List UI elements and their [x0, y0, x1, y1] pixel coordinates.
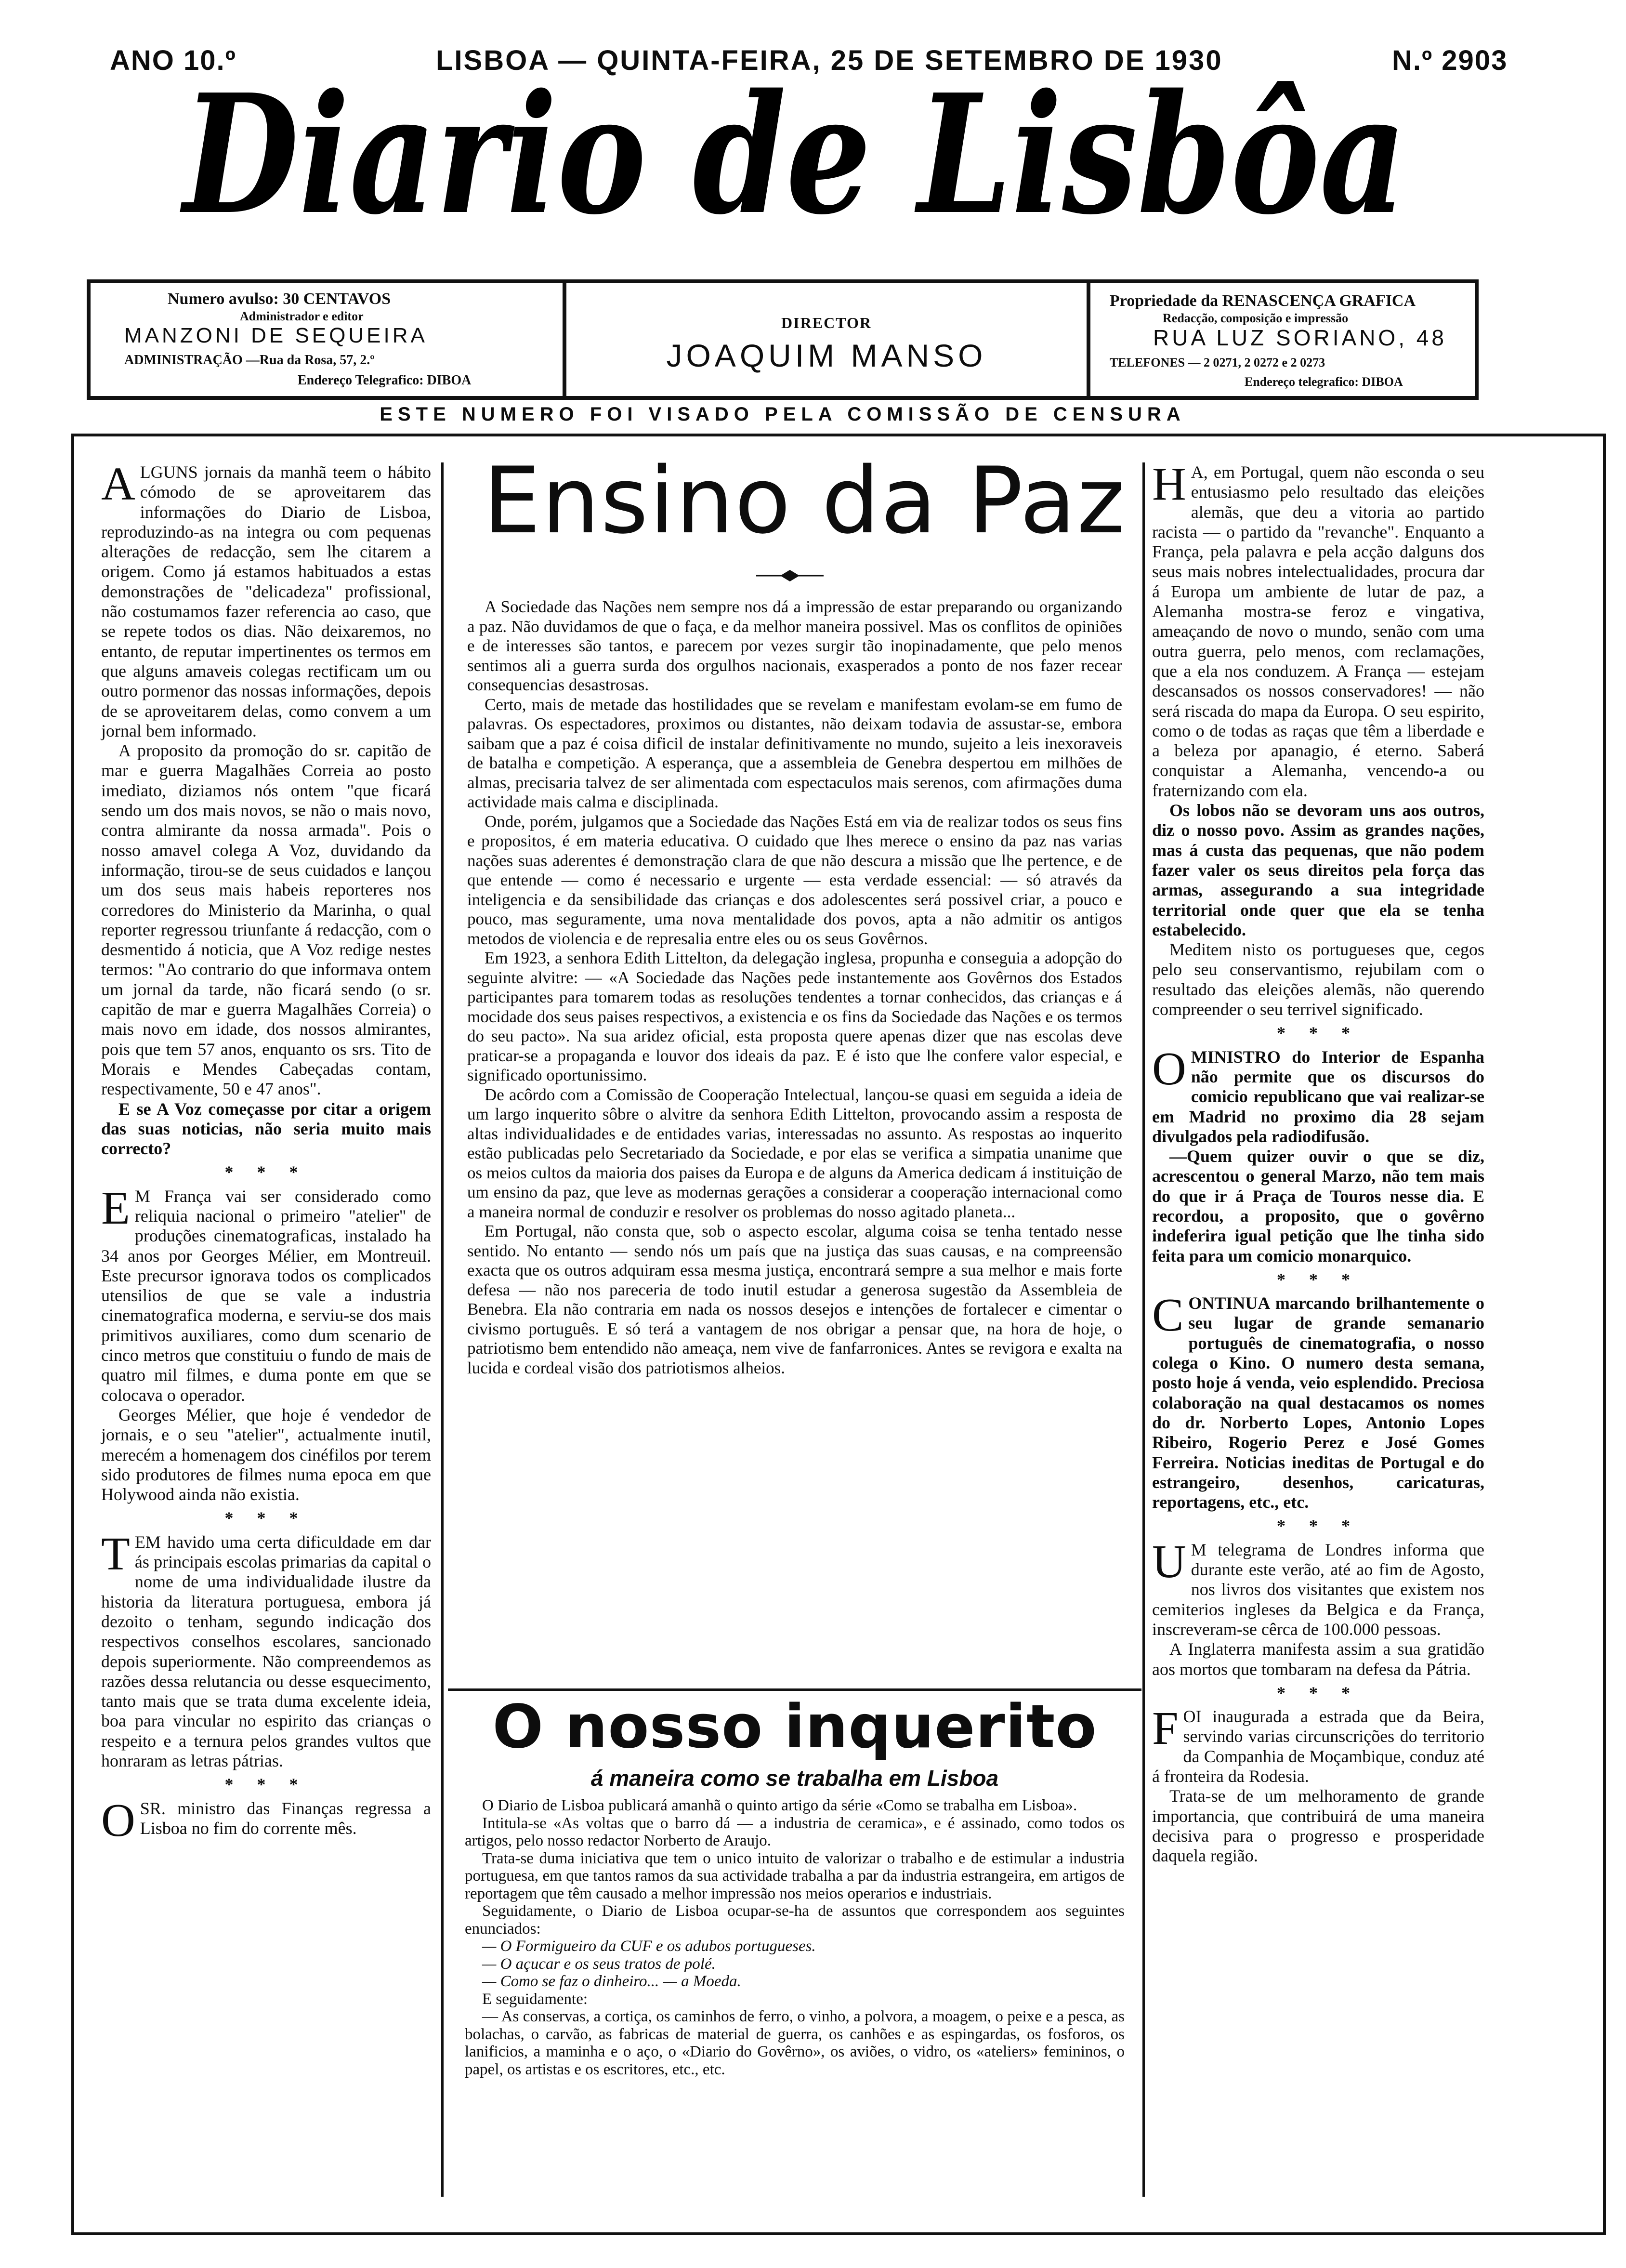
property-owner: Propriedade da RENASCENÇA GRAFICA — [1110, 292, 1416, 310]
article-paragraph: Certo, mais de metade das hostilidades que se revelam e manifestam evolam-se em fumo de palavras. Os espectadores, proximos ou distantes, não deixam todavia de assustar-se, embora saibam que a paz é coisa dificil de instalar definitivamente no mundo, sujeito a leis inexoraveis de batalha e competição. A esperança, que a assembleia de Genebra despertou em milhões de almas, precisaria talvez de ser alimentada com espectaculos mais serenos, com afirmações duma actividade mais calma e disciplinada. — [467, 695, 1122, 811]
info-box — [87, 279, 1479, 400]
director-label: DIRECTOR — [781, 314, 872, 331]
box-divider — [1087, 283, 1090, 396]
inquerito-subtitle: á maneira como se trabalha em Lisboa — [590, 1766, 999, 1791]
admin-cell — [91, 283, 563, 396]
censorship-notice: ESTE NUMERO FOI VISADO PELA COMISSÃO DE CENSURA — [380, 404, 1186, 425]
drop-cap: H — [1152, 458, 1186, 510]
section-rule — [448, 1688, 1141, 1691]
right-column — [1152, 458, 1484, 1866]
inquerito-title: O nosso inquerito — [492, 1692, 1097, 1762]
masthead-logo — [178, 72, 1411, 246]
property-cell — [1090, 283, 1476, 396]
editorial-address: RUA LUZ SORIANO, 48 — [1153, 325, 1447, 350]
drop-cap: C — [1152, 1289, 1184, 1342]
director-name: JOAQUIM MANSO — [666, 338, 987, 373]
article-paragraph: A proposito da promoção do sr. capitão de mar e guerra Magalhães Correia ao posto imediato, diziamos nós ontem "que ficará sendo um dos mais novos, se não o mais novo, contra almirante da nossa armada". Pois o nosso amavel colega A Voz, duvidando da informação, tirou-se de seus cuidados e lançou um dos seus mais habeis reporteres nos corredores do Ministerio da Marinha, o qual reporter regressou triunfante á redacção, com o desmentido á noticia, que A Voz redige nestes termos: "Ao contrario do que informava ontem um jornal da tarde, não ficará sendo (o sr. capitão de mar e guerra Magalhães Correia) o mais novo em idade, dos nossos almirantes, pois que tem 57 anos, enquanto os srs. Tito de Morais e Mendes Cabeçadas contam, respectivamente, 50 e 47 anos". — [101, 741, 431, 1099]
dateline: LISBOA — QUINTA-FEIRA, 25 DE SETEMBRO DE 1930 — [436, 45, 1223, 76]
article-paragraph: ALGUNS jornais da manhã teem o hábito cómodo de se aproveitarem das informações do Diario de Lisboa, reproduzindo-as na integra ou com pequenas alterações de redacção, sem lhe citarem a origem. Como já estamos habituados a estas demonstrações de "delicadeza" profissional, não costumamos fazer referencia ao caso, que se repete todos os dias. Não deixaremos, no entanto, de reputar impertinentes os termos em que alguns amaveis colegas rectificam um ou outro pormenor das nossas informações, depois de se aproveitarem delas, como convem a um jornal bem informado. — [101, 458, 431, 740]
article-paragraph: — As conservas, a cortiça, os caminhos de ferro, o vinho, a polvora, a moagem, o peixe e a pesca, as bolachas, o carvão, as fabricas de material de guerra, os canhões e as espingardas, os fosforos, os lanificios, a maminha e o aço, o «Diario do Govêrno», os aviões, o vidro, os «ateliers» femininos, o papel, os artistas e os escritores, etc., etc. — [465, 2008, 1125, 2078]
admin-address: ADMINISTRAÇÃO —Rua da Rosa, 57, 2.º — [124, 353, 375, 368]
article-paragraph: Intitula-se «As voltas que o barro dá — a industria de ceramica», e é assinado, como todos os artigos, pelo nosso redactor Norberto de Araujo. — [465, 1814, 1125, 1849]
list-item: — Como se faz o dinheiro... — a Moeda. — [482, 1973, 741, 1990]
admin-editor-name: MANZONI DE SEQUEIRA — [124, 324, 428, 347]
article-paragraph: E seguidamente: — [482, 1990, 588, 2008]
admin-editor-label: Administrador e editor — [240, 309, 364, 323]
editorial-label: Redacção, composição e impressão — [1163, 311, 1349, 325]
director-cell — [566, 283, 1087, 396]
masthead-title: Diario de Lisbôa — [179, 72, 1407, 246]
drop-cap: O — [1152, 1042, 1186, 1095]
drop-cap: A — [101, 458, 135, 510]
drop-cap: T — [101, 1528, 130, 1580]
left-column — [101, 458, 431, 1846]
article-paragraph: Meditem nisto os portugueses que, cegos pelo seu conservantismo, rejubilam com o resultado das eleições alemãs, não querendo compreender o seu terrivel significado. — [1152, 940, 1484, 1019]
list-item: — O Formigueiro da CUF e os adubos portugueses. — [482, 1938, 816, 1955]
article-paragraph: OMINISTRO do Interior de Espanha não permite que os discursos do comicio republicano que vai realizar-se em Madrid no proximo dia 28 sejam divulgados pela radiodifusão. — [1152, 1042, 1484, 1146]
section-separator: * * * — [1277, 1023, 1360, 1043]
center-column — [467, 597, 1122, 1378]
drop-cap: E — [101, 1182, 130, 1234]
column-rule — [441, 462, 444, 2197]
article-paragraph: Georges Mélier, que hoje é vendedor de jornais, e o seu "atelier", actualmente inutil, merecém a homenagem dos cinéfilos por terem sido produtores de filmes numa epoca em que Holywood ainda não existia. — [101, 1405, 431, 1504]
article-paragraph: A Sociedade das Nações nem sempre nos dá a impressão de estar preparando ou organizando a paz. Não duvidamos de que o faça, e da melhor maneira possivel. Mas os conflitos de opiniões e de interesses são tantos, e parecem por vezes surgir tão inopinadamente, que pelo menos sentimos ali a guerra surda dos orgulhos nacionais, exasperados a ponto de nos fazer recear consequencias desastrosas. — [467, 597, 1122, 694]
article-paragraph: OSR. ministro das Finanças regressa a Lisboa no fim do corrente mês. — [101, 1794, 431, 1846]
article-paragraph: CONTINUA marcando brilhantemente o seu lugar de grande semanario português de cinematografia, o nosso colega o Kino. O numero desta semana, posto hoje á venda, veio esplendido. Preciosa colaboração na qual destacamos os nomes do dr. Norberto Lopes, Antonio Lopes Ribeiro, Rogerio Perez e José Gomes Ferreira. Noticias ineditas de Portugal e do estrangeiro, desenhos, caricaturas, reportagens, etc., etc. — [1152, 1289, 1484, 1512]
article-paragraph: —Quem quizer ouvir o que se diz, acrescentou o general Marzo, não tem mais do que ir á Praça de Touros nesse dia. E recordou, a proposito, que o govêrno indeferira igual petição que lhe tinha sido feita para um comicio monarquico. — [1152, 1147, 1484, 1266]
issue-year: ANO 10.º — [110, 45, 236, 76]
article-paragraph: Em Portugal, não consta que, sob o aspecto escolar, alguma coisa se tenha tentado nesse sentido. No entanto — sendo nós um país que na justiça das suas causas, e na compreensão exacta que os outros adquiram essa mesma justiça, encontrará sempre a sua melhor e mais forte defesa — não nos pareceria de todo inutil estudar a generosa sugestão da Assembleia de Benebra. Ela não contraria em nada os nossos desejos e intenções de fortalecer e cimentar o civismo português. E só terá a vantagem de nos obrigar a pensar que, na hora de hoje, o patriotismo bem entendido não ameaça, nem vive de fanfarronices. Antes se revigora e exalta na lucida e cordeal visão dos patriotismos alheios. — [467, 1222, 1122, 1377]
drop-cap: O — [101, 1794, 135, 1846]
article-paragraph: Trata-se duma iniciativa que tem o unico intuito de valorizar o trabalho e de estimular a industria portuguesa, em que tantos ramos da sua actividade trabalha a par da industria estrangeira, em artigos de reportagem que têm causado a melhor impressão nos meios operarios e industriais. — [465, 1849, 1125, 1902]
list-item: — O açucar e os seus tratos de polé. — [482, 1955, 716, 1973]
telegraphic-address: Endereço Telegrafico: DIBOA — [298, 373, 472, 388]
article-paragraph: De acôrdo com a Comissão de Cooperação Intelectual, lançou-se quasi em seguida a ideia de um largo inquerito sôbre o alvitre da senhora Edith Littelton, provocando assim a resposta de altas individualidades e de entidades varias, interessadas no assunto. As respostas ao inquerito estão publicadas pelo Secretariado da Sociedade, e por elas se verifica a simpatia unanime que os meios cultos da maioria dos paises da Europa e de alguns da America dedicam á instituição de um ensino da paz, que leve as modernas gerações a considerar a cooperação internacional como a maneira normal de conduzir e resolver os problemas do nosso agitado planeta... — [467, 1085, 1122, 1221]
telegraphic-address-right: Endereço telegrafico: DIBOA — [1245, 375, 1403, 389]
ornament-icon — [756, 566, 824, 585]
section-separator: * * * — [224, 1508, 308, 1528]
article-paragraph: O Diario de Lisboa publicará amanhã o quinto artigo da série «Como se trabalha em Lisboa». — [482, 1797, 1077, 1814]
section-separator: * * * — [1277, 1516, 1360, 1536]
article-paragraph: Trata-se de um melhoramento de grande importancia, que contribuirá de uma maneira decisiva para o progresso e prosperidade daquela região. — [1152, 1786, 1484, 1866]
section-separator: * * * — [1277, 1683, 1360, 1702]
issue-number: N.º 2903 — [1392, 45, 1508, 76]
article-paragraph: A Inglaterra manifesta assim a sua gratidão aos mortos que tombaram na defesa da Pátria. — [1152, 1639, 1484, 1679]
column-rule — [1142, 462, 1145, 2197]
article-paragraph: TEM havido uma certa dificuldade em dar ás principais escolas primarias da capital o nome de uma individualidade ilustre da historia da literatura portuguesa, embora já dezoito o tenham, segundo indicação dos respectivos conselhos escolares, sancionado depois superiormente. Não compreendemos as razões dessa relutancia ou desse esquecimento, tanto mais que se trata duma excelente ideia, boa para vincular no espirito das crianças o respeito e a ternura pelos grandes vultos que honraram as letras pátrias. — [101, 1528, 431, 1770]
article-paragraph: Os lobos não se devoram uns aos outros, diz o nosso povo. Assim as grandes nações, mas á custa das pequenas, que não podem fazer valer os seus direitos pela força das armas, assegurando a sua integridade territorial onde quer que ela se tenha estabelecido. — [1152, 801, 1484, 939]
price: Numero avulso: 30 CENTAVOS — [168, 290, 391, 308]
article-paragraph: E M França vai ser considerado como reliquia nacional o primeiro "atelier" de produções cinematograficas, instalado ha 34 anos por Georges Mélier, em Montreuil. Este precursor ignorava todos os complicados utensilios de que se vale a industria cinematografica moderna, e serviu-se dos mais primitivos auxiliares, como dum scenario de cinco metros que constituiu o fundo de mais de quatro mil filmes, e duma ponte em que se colocava o operador. — [101, 1182, 431, 1405]
article-paragraph: FOI inaugurada a estrada que da Beira, servindo varias circunscrições do territorio da Companhia de Moçambique, conduz até á fronteira da Rodesia. — [1152, 1702, 1484, 1786]
drop-cap: F — [1152, 1702, 1179, 1755]
section-separator: * * * — [224, 1162, 308, 1182]
telephones: TELEFONES — 2 0271, 2 0272 e 2 0273 — [1110, 356, 1325, 369]
article-paragraph: H A, em Portugal, quem não esconda o seu entusiasmo pelo resultado das eleições alemãs, que deu a vitoria ao partido racista — o partido da "revanche". Enquanto a França, pela palavra e pela acção dalguns dos seus mais nobres intelectualidades, procura dar á Europa um ambiente de lutar de paz, a Alemanha mostra-se feroz e vingativa, ameaçando de novo o mundo, senão com uma outra guerra, pelo menos, com reclamações, que a ela nos conduzem. A França — estejam descansados os nossos conservadores! — não será riscada do mapa da Europa. O seu espirito, como o de todas as raças que têm a liberdade e a beleza por apanagio, é eterno. Saberá conquistar a Alemanha, vencendo-a ou fraternizando com ela. — [1152, 458, 1484, 800]
section-separator: * * * — [224, 1775, 308, 1794]
inquerito-body — [465, 1797, 1125, 2078]
drop-cap: U — [1152, 1535, 1186, 1588]
article-paragraph: Seguidamente, o Diario de Lisboa ocupar-se-ha de assuntos que correspondem aos seguintes enunciados: — [465, 1902, 1125, 1938]
article-paragraph: Em 1923, a senhora Edith Littelton, da delegação inglesa, propunha e conseguia a adopção do seguinte alvitre: — «A Sociedade das Nações pede instantemente aos Govêrnos dos Estados participantes para tomarem todas as resoluções tendentes a tornar conhecidos, das crianças e á mocidade dos seus paises respectivos, a existencia e os fins da Sociedade das Nações e os termos do seu pacto». Na sua aridez oficial, esta proposta quere apenas dizer que nas escolas deve praticar-se a propaganda e louvor dos ideais da paz. E é isto que lhe confere valor especial, e significado oportunissimo. — [467, 949, 1122, 1084]
section-separator: * * * — [1277, 1269, 1360, 1289]
box-divider — [563, 283, 566, 396]
main-headline: Ensino da Paz — [483, 448, 1126, 554]
article-paragraph: Onde, porém, julgamos que a Sociedade das Nações Está em via de realizar todos os seus fins e propositos, é em materia educativa. O cuidado que lhes merece o ensino da paz nas varias nações suas aderentes é demonstração clara de que não descura a missão que lhe pertence, e de que entende — como é necessario e urgente — esta verdade essencial: — só através da inteligencia e da sensibilidade das crianças e dos adolescentes será possivel criar, a pouco e pouco, mas seguramente, uma nova mentalidade dos povos, apta a não admitir os antigos metodos de violencia e de represalia entre eles ou os seus Govêrnos. — [467, 812, 1122, 948]
article-paragraph: E se A Voz começasse por citar a origem das suas noticias, não seria muito mais correcto? — [101, 1099, 431, 1159]
article-paragraph: U M telegrama de Londres informa que durante este verão, até ao fim de Agosto, nos livros dos visitantes que existem nos cemiterios ingleses da Belgica e da França, inscreveram-se cêrca de 100.000 pessoas. — [1152, 1535, 1484, 1639]
